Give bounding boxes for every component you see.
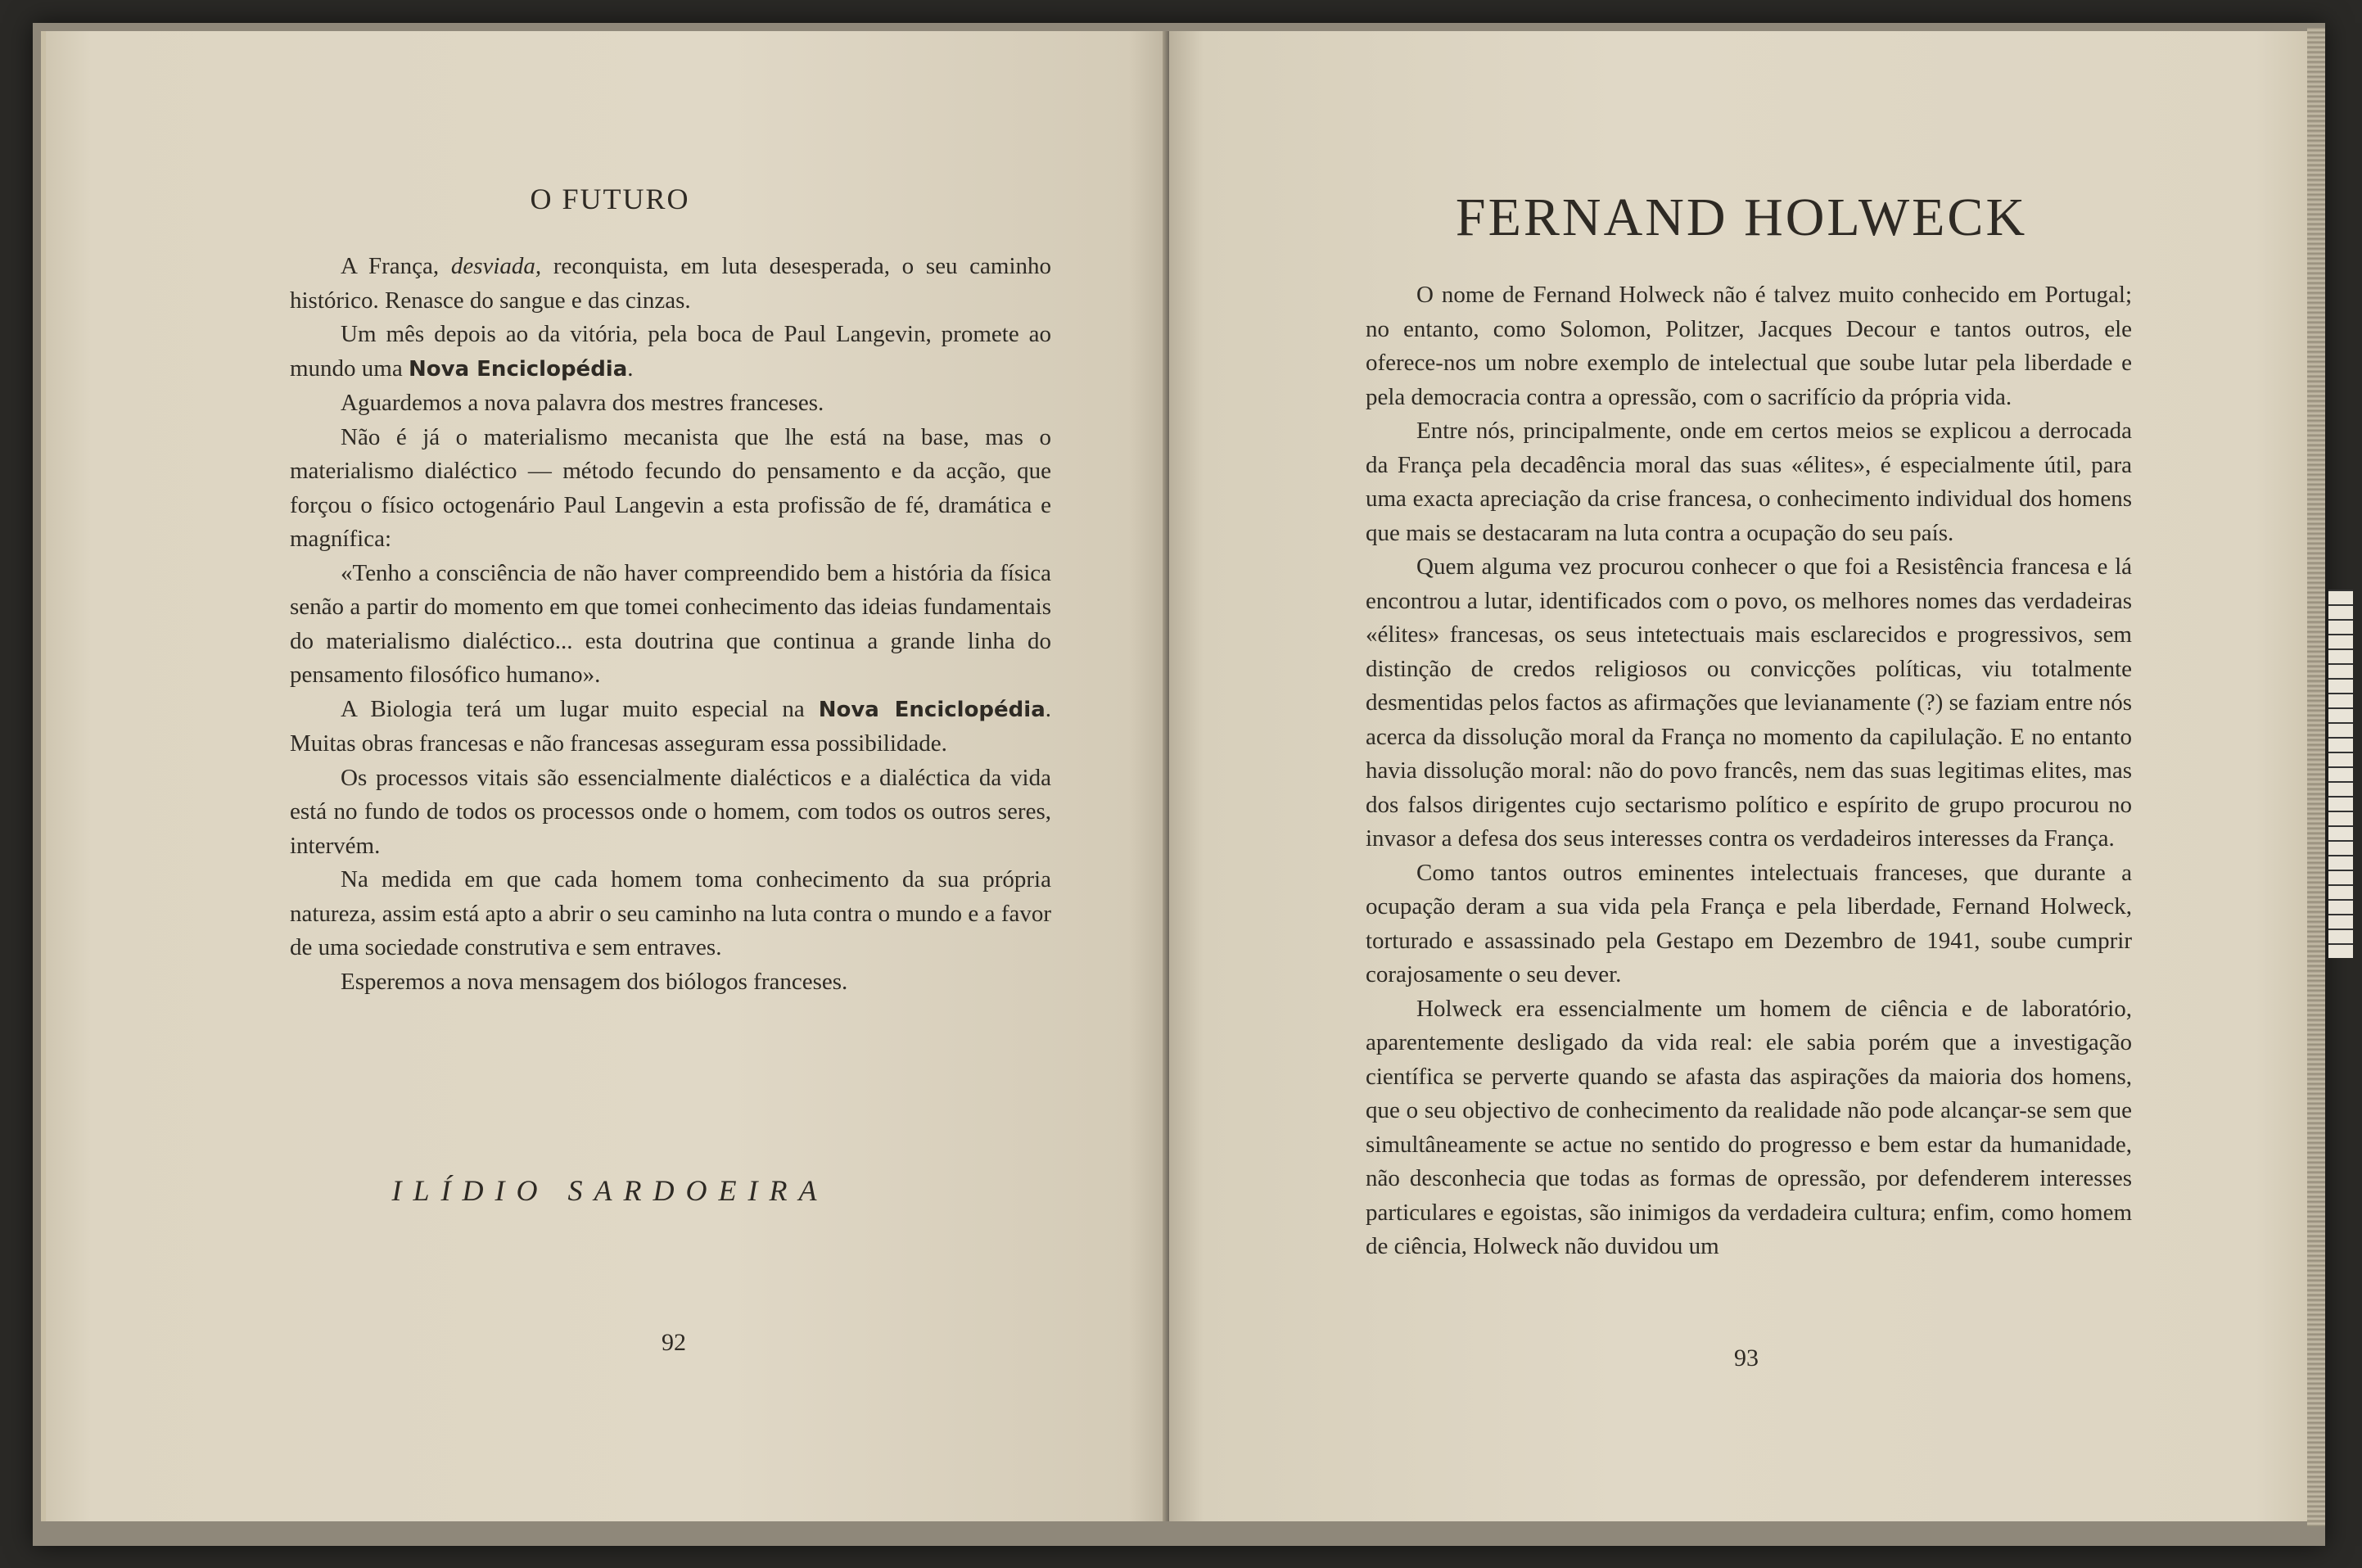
paragraph (290, 761, 1051, 864)
text-run: Os processos vitais são essencialmente dialécticos e a dialéctica da vida está no fundo de todos os processos onde o homem, com todos os outros seres, intervém. (290, 764, 1051, 859)
paragraph (290, 250, 1051, 318)
text-run: O nome de Fernand Holweck não é talvez muito conhecido em Portugal; no entanto, como Solomon, Politzer, Jacques Decour e tantos outros, ele oferece-nos um nobre exemplo de intelectual que soube lutar pela liberdade e pela democracia contra a opressão, com o sacrifício da própria vida. (1366, 282, 2132, 410)
paragraph (1366, 992, 2132, 1264)
book-spread (33, 23, 2325, 1546)
text-run: Quem alguma vez procurou conhecer o que foi a Resistência francesa e lá encontrou a lutar, identificados com o povo, os melhores nomes das verdadeiras «élites» francesas, os seus intetectuais mais esclarecidos e progressivos, sem distinção de credos religiosos ou convicções políticas, viu totalmente desmentidas pelos factos as afirmações que levianamente (?) se faziam entre nós acerca da dissolução moral da França no momento da capilulação. E no entanto havia dissolução moral: não do povo francês, nem das suas legitimas elites, mas dos falsos dirigentes cujo sectarismo político e espírito de grupo procurou no invasor a defesa dos seus interesses contra os verdadeiros interesses da França. (1366, 554, 2132, 852)
right-page-body (1366, 278, 2132, 1264)
text-run: reconquista, em luta desesperada, o seu caminho histórico. Renasce do sangue e das cinzas. (290, 253, 1052, 314)
paragraph (290, 318, 1051, 386)
left-page (41, 31, 1174, 1521)
paragraph (290, 386, 1051, 421)
bold-term: Nova Enciclopédia (818, 697, 1046, 722)
page-number-left: 92 (662, 1329, 686, 1356)
paragraph (1366, 856, 2132, 992)
paragraph (1366, 278, 2132, 414)
left-page-body (290, 250, 1051, 999)
paragraph (290, 421, 1051, 557)
text-run: Holweck era essencialmente um homem de ciência e de laboratório, aparentemente desligado da vida real: ele sabia porém que a investigação científica se perverte quando se afasta das aspirações da maioria dos homens, que o seu objectivo de conhecimento da realidade não pode alcançar-se sem que simultâneamente se actue no sentido do progresso e bem estar da humanidade, não desconhecia que todas as formas de opressão, por defenderem interesses particulares e egoistas, são inimigos da verdadeira cultura; enfim, como homem de ciência, Holweck não duvidou um (1366, 995, 2132, 1259)
text-run: Como tantos outros eminentes intelectuais franceses, que durante a ocupação deram a sua vida pela França e pela liberdade, Fernand Holweck, torturado e assassinado pela Gestapo em Dezembro de 1941, soube cumprir corajosamente o seu dever. (1366, 859, 2132, 987)
text-run: A França, (341, 253, 451, 279)
paragraph (290, 693, 1051, 761)
text-run: Aguardemos a nova palavra dos mestres franceses. (341, 390, 824, 416)
text-run: Um mês depois ao da vitória, pela boca de Paul Langevin, promete ao mundo uma (290, 321, 1051, 382)
paragraph (290, 557, 1051, 693)
paragraph (1366, 414, 2132, 550)
text-run: Na medida em que cada homem toma conhecimento da sua própria natureza, assim está apto a abrir o seu caminho na luta contra o mundo e a favor de uma sociedade construtiva e sem entraves. (290, 866, 1051, 960)
left-page-title: O FUTURO (530, 183, 690, 215)
bold-term: Nova Enciclopédia (409, 356, 628, 382)
text-run: . Muitas obras francesas e não francesas asseguram essa possibilidade. (290, 695, 1051, 757)
text-run: Entre nós, principalmente, onde em certos meios se explicou a derrocada da França pela decadência moral das suas «élites», é especialmente útil, para uma exacta apreciação da crise francesa, o conhecimento individual dos homens que mais se destacaram na luta contra a ocupação do seu país. (1366, 418, 2132, 546)
italic-term: desviada, (450, 253, 542, 279)
right-page (1169, 31, 2314, 1521)
text-run: A Biologia terá um lugar muito especial na (341, 695, 819, 722)
paragraph (290, 863, 1051, 965)
text-run: Não é já o materialismo mecanista que lhe está na base, mas o materialismo dialéctico — método fecundo do pensamento e da acção, que forçou o físico octogenário Paul Langevin a esta profissão de fé, dramática e magnífica: (290, 423, 1051, 552)
page-number-right: 93 (1734, 1344, 1759, 1371)
text-run: Esperemos a nova mensagem dos biólogos franceses. (341, 968, 848, 995)
page-edges (2307, 28, 2325, 1526)
paragraph (290, 965, 1051, 1000)
text-run: «Tenho a consciência de não haver compreendido bem a história da física senão a partir do momento em que tomei conhecimento das ideias fundamentais do materialismo dialéctico... esta doutrina que continua a grande linha do pensamento filosófico humano». (290, 559, 1051, 688)
scale-ruler (2328, 590, 2353, 958)
text-run: . (627, 355, 634, 382)
paragraph (1366, 550, 2132, 856)
author-signature: ILÍDIO SARDOEIRA (391, 1174, 829, 1207)
right-page-title: FERNAND HOLWECK (1455, 188, 2028, 247)
